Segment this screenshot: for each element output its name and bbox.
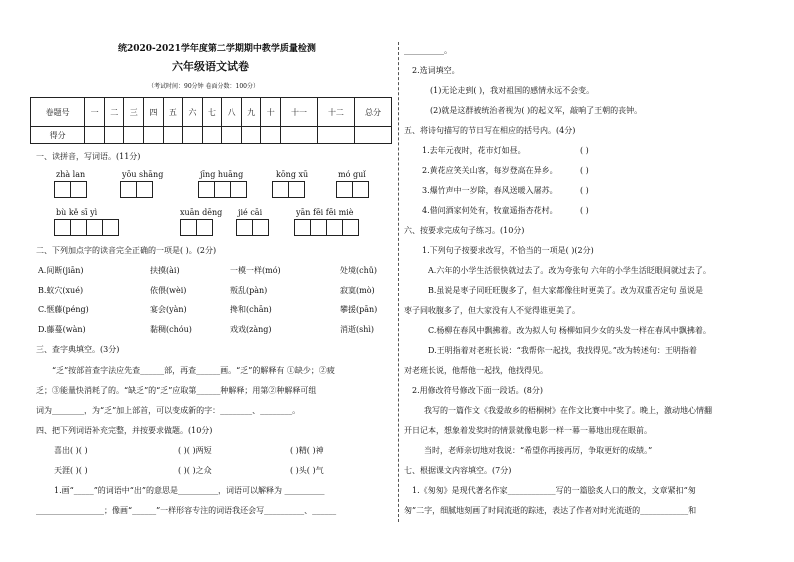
- q6-sub: 1.下列句子按要求改写，不恰当的一项是( )(2分): [422, 246, 594, 255]
- column-divider: [398, 42, 399, 522]
- q2-option: 黏稠(chóu): [150, 325, 192, 334]
- score-cell: 九: [241, 98, 261, 127]
- score-blank[interactable]: [354, 127, 391, 144]
- pinyin-label: yōu shāng: [122, 170, 164, 179]
- q5-title: 五、将诗句描写的节日写在相应的括号内。(4分): [404, 126, 576, 135]
- q4-word: ( )精( )神: [290, 446, 324, 455]
- q5-item: 2.黄花应笑关山客，每岁登高在异乡。: [422, 166, 558, 175]
- score-blank[interactable]: [85, 127, 105, 144]
- score-cell: 十一: [280, 98, 317, 127]
- score-blank[interactable]: [144, 127, 164, 144]
- q4-word: 喜出( )( ): [54, 446, 88, 455]
- score-table: [30, 97, 392, 144]
- char-box-group[interactable]: [54, 181, 86, 198]
- q6-para: 当时，老师亲切地对我说：“希望你再接再厉，争取更好的成绩。”: [424, 446, 653, 455]
- pinyin-label: bù kě sī yì: [56, 208, 98, 217]
- q2-title: 二、下列加点字的读音完全正确的一项是( )。(2分): [36, 246, 217, 255]
- score-blank[interactable]: [241, 127, 261, 144]
- q2-option: C.惬藤(péng): [38, 305, 89, 314]
- q6-para: 我写的一篇作文《我爱故乡的梧桐树》在作文比赛中中奖了。晚上，激动地心情翻: [424, 406, 712, 415]
- q2-option: 扶摸(ài): [150, 266, 180, 275]
- score-blank[interactable]: [202, 127, 222, 144]
- score-cell: 八: [222, 98, 242, 127]
- q2-option: 宴会(yàn): [150, 305, 187, 314]
- q4-word: ( )( )之众: [178, 466, 212, 475]
- score-cell: 卷题号: [31, 98, 85, 127]
- q6-title: 六、按要求完成句子练习。(10分): [404, 226, 525, 235]
- q5-item: 4.借问酒家何处有，牧童遥指杏花村。: [422, 206, 558, 215]
- q2-option: D.藤蔓(wàn): [38, 325, 86, 334]
- score-cell: 四: [144, 98, 164, 127]
- pinyin-label: jīng huāng: [200, 170, 244, 179]
- score-table-score-row: [31, 127, 392, 144]
- q5-item: 3.爆竹声中一岁除，春风送暖入屠苏。: [422, 186, 558, 195]
- q5-blank[interactable]: ( ): [580, 166, 589, 175]
- pinyin-label: xuān dēng: [180, 208, 223, 217]
- q2-option: 依偎(wèi): [150, 286, 187, 295]
- q1-title: 一、读拼音，写词语。(11分): [36, 152, 141, 161]
- score-table-header-row: [31, 98, 392, 127]
- char-box-group[interactable]: [198, 181, 246, 198]
- q2-option: 攀援(pān): [340, 305, 378, 314]
- q4-word: ( )( )两短: [178, 446, 212, 455]
- score-row-label: 得分: [31, 127, 85, 144]
- score-cell: 五: [163, 98, 183, 127]
- score-blank[interactable]: [261, 127, 281, 144]
- q5-blank[interactable]: ( ): [580, 146, 589, 155]
- score-cell: 十: [261, 98, 281, 127]
- q4-title: 四、把下列词语补充完整，并按要求做题。(10分): [36, 426, 213, 435]
- pinyin-label: mó guǐ: [338, 170, 366, 179]
- score-cell: 六: [183, 98, 203, 127]
- score-cell: 总分: [354, 98, 391, 127]
- char-box-group[interactable]: [236, 219, 268, 236]
- score-blank[interactable]: [104, 127, 124, 144]
- score-cell: 七: [202, 98, 222, 127]
- q2-option: 寂寞(mò): [340, 286, 375, 295]
- q2-option: 处境(chǔ): [340, 266, 378, 275]
- q5-item: 1.去年元夜时，花市灯如昼。: [422, 146, 526, 155]
- q5-blank[interactable]: ( ): [580, 206, 589, 215]
- r-q2-title: 2.选词填空。: [412, 66, 460, 75]
- q2-option: 一模一样(mó): [230, 266, 281, 275]
- q2-option: 戏戏(zàng): [230, 325, 272, 334]
- char-box-group[interactable]: [272, 181, 304, 198]
- score-blank[interactable]: [163, 127, 183, 144]
- q6-line: 枣子同收腹多了，但大家没有人不觉得谁更美了。: [404, 306, 580, 315]
- q2-option: B.蚁穴(xué): [38, 286, 84, 295]
- score-cell: 三: [124, 98, 144, 127]
- right-continuation: __________。: [404, 46, 452, 55]
- pinyin-label: zhà lan: [56, 170, 86, 179]
- q3-line: “乏”按部首查字法应先查______部，再查______画。“乏”的解释有 ①缺少；②疲: [52, 366, 335, 375]
- q7-line: 1.《匆匆》是现代著名作家____________写的一篇脍炙人口的散文，文章紧扣“匆: [412, 486, 696, 495]
- q6-line: D.王明指着对老班长说：“我帮你一起找，我找得见。”改为转述句：王明指着: [428, 346, 697, 355]
- q4-word: 天涯( )( ): [54, 466, 88, 475]
- q3-line: 乏；③能量快消耗了的。“缺乏”的“乏”应取第______种解释；用第②种解释可组: [36, 386, 317, 395]
- school-title: 统2020-2021学年度第二学期期中教学质量检测: [118, 44, 316, 54]
- q6-line: C.杨柳在春风中飘拂着。改为拟人句 杨柳如同少女的头发一样在春风中飘拂着。: [428, 326, 711, 335]
- q6-line: B.虽说是枣子同旺旺腹多了，但大家都像往时更美了。改为双重否定句 虽说是: [428, 286, 703, 295]
- score-blank[interactable]: [183, 127, 203, 144]
- q6-para: 开日记本，想象着发奖时的情景就像电影一样一幕一幕地出现在眼前。: [404, 426, 652, 435]
- score-blank[interactable]: [222, 127, 242, 144]
- pinyin-label: yān fēi fēi miè: [296, 208, 354, 217]
- score-blank[interactable]: [280, 127, 317, 144]
- pinyin-label: kōng xū: [276, 170, 309, 179]
- r-q2-line: (1)无论走到( )，我对祖国的感情永远不会变。: [430, 86, 595, 95]
- q4-word: ( )头( )气: [290, 466, 324, 475]
- q2-option: 叛乱(pàn): [230, 286, 268, 295]
- q7-line: 匆”二字，细腻地刻画了时间流逝的踪迹，表达了作者对时光流逝的____________和: [404, 506, 697, 515]
- q2-option: A.间断(jiān): [38, 266, 84, 275]
- char-box-group[interactable]: [294, 219, 358, 236]
- q4-line: _________________；像画“______”一样形容专注的词语我还会写__________、______: [36, 506, 337, 515]
- score-cell: 二: [104, 98, 124, 127]
- char-box-group[interactable]: [180, 219, 212, 236]
- r-q2-line: (2)就是这群被统治者视为( )的起义军，敲响了王朝的丧钟。: [430, 106, 643, 115]
- score-blank[interactable]: [124, 127, 144, 144]
- q6-sub: 2.用修改符号修改下面一段话。(8分): [412, 386, 543, 395]
- q4-line: 1.画“_____”的词语中“出”的意思是__________，词语可以解释为 __________: [54, 486, 325, 495]
- q3-title: 三、查字典填空。(3分): [36, 345, 120, 354]
- exam-info: （考试时间：90分钟 卷面分数：100分）: [148, 83, 259, 90]
- char-box-group[interactable]: [54, 219, 118, 236]
- q3-line: 词为________，为“乏”加上部首，可以变成新的字：________、________。: [36, 406, 301, 415]
- q2-option: 消逝(shì): [340, 325, 375, 334]
- score-cell: 一: [85, 98, 105, 127]
- char-box-group[interactable]: [336, 181, 368, 198]
- q6-line: 对老班长说，他帮他一起找，他找得见。: [404, 366, 548, 375]
- char-box-group[interactable]: [120, 181, 152, 198]
- score-cell: 十二: [317, 98, 354, 127]
- q2-option: 搀和(chān): [230, 305, 272, 314]
- q6-line: A.六年的小学生活很快就过去了。改为夸张句 六年的小学生活眨眼间就过去了。: [428, 266, 711, 275]
- pinyin-label: jié cāi: [238, 208, 263, 217]
- score-blank[interactable]: [317, 127, 354, 144]
- q5-blank[interactable]: ( ): [580, 186, 589, 195]
- paper-title: 六年级语文试卷: [172, 60, 249, 73]
- q7-title: 七、根据课文内容填空。(7分): [404, 466, 512, 475]
